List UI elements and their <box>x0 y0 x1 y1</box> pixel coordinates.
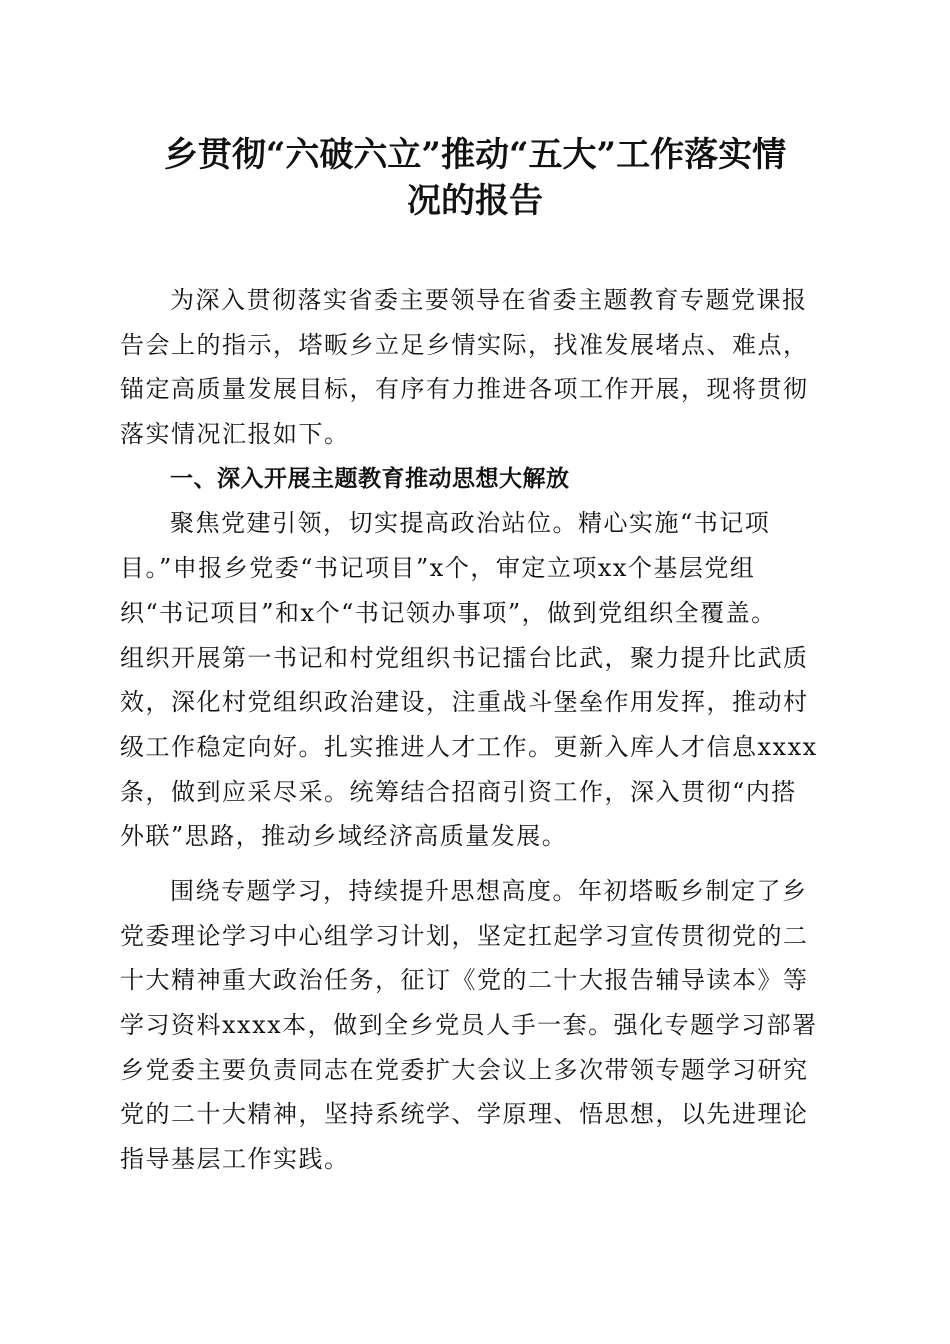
paragraph-intro <box>120 278 832 457</box>
paragraph-line: 锚定高质量发展目标，有序有力推进各项工作开展，现将贯彻 <box>120 375 809 404</box>
paragraph-line: 织“书记项目”和x个“书记领办事项”，做到党组织全覆盖。 <box>120 598 777 627</box>
paragraph-line: 党委理论学习中心组学习计划，坚定扛起学习宣传贯彻党的二 <box>120 921 809 950</box>
paragraph-line: 为深入贯彻落实省委主要领导在省委主题教育专题党课报 <box>170 286 808 314</box>
title-line-2: 况的报告 <box>407 181 543 221</box>
document-body <box>120 278 832 1182</box>
paragraph-line: 十大精神重大政治任务，征订《党的二十大报告辅导读本》等 <box>120 966 809 995</box>
paragraph-special-study <box>120 869 832 1182</box>
paragraph-line: 围绕专题学习，持续提升思想高度。年初塔畈乡制定了乡 <box>170 876 808 905</box>
paragraph-line: 级工作稳定向好。扎实推进人才工作。更新入库人才信息xxxx <box>120 732 818 761</box>
paragraph-line: 条，做到应采尽采。统筹结合招商引资工作，深入贯彻“内搭 <box>120 777 797 806</box>
paragraph-party-building <box>120 501 832 859</box>
paragraph-line: 外联”思路，推动乡域经济高质量发展。 <box>120 822 568 851</box>
paragraph-spacer <box>120 859 832 869</box>
title-line-1: 乡贯彻“六破六立”推动“五大”工作落实情 <box>163 135 787 175</box>
paragraph-line: 乡党委主要负责同志在党委扩大会议上多次带领专题学习研究 <box>120 1055 809 1084</box>
paragraph-line: 指导基层工作实践。 <box>120 1145 350 1174</box>
paragraph-line: 目。”申报乡党委“书记项目”x个，审定立项xx个基层党组 <box>120 554 756 583</box>
paragraph-line: 学习资料xxxx本，做到全乡党员人手一套。强化专题学习部署 <box>120 1011 818 1039</box>
section-heading-1: 一、深入开展主题教育推动思想大解放 <box>170 465 570 492</box>
paragraph-line: 组织开展第一书记和村党组织书记擂台比武，聚力提升比武质 <box>120 643 809 672</box>
paragraph-line: 效，深化村党组织政治建设，注重战斗堡垒作用发挥，推动村 <box>120 688 809 717</box>
paragraph-line: 落实情况汇报如下。 <box>120 420 350 449</box>
document-title <box>0 132 950 224</box>
paragraph-line: 聚焦党建引领，切实提高政治站位。精心实施“书记项 <box>170 509 771 538</box>
paragraph-line: 党的二十大精神，坚持系统学、学原理、悟思想，以先进理论 <box>120 1100 809 1129</box>
paragraph-line: 告会上的指示，塔畈乡立足乡情实际，找准发展堵点、难点， <box>120 330 809 359</box>
